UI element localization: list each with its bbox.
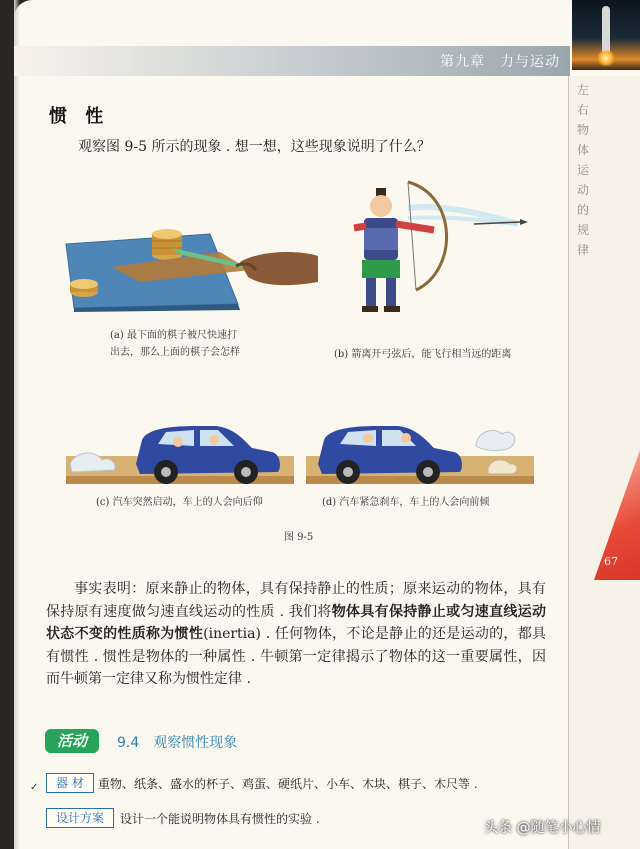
flame-icon xyxy=(598,50,614,66)
activity-number: 9.4 xyxy=(117,735,140,751)
figure-b-caption: (b) 箭离开弓弦后，能飞行相当远的距离 xyxy=(334,349,512,360)
watermark: 头条 @随笔小心情 xyxy=(484,820,601,836)
side-char: 规 xyxy=(576,223,589,237)
body-text-part: 事实表明：原来静止的物体，具有保持静止的性质；原来运动的物体，具有保持原有速度做匀速直线运动的性质 . 我们将 xyxy=(46,581,546,620)
section-title: 惯 性 xyxy=(49,106,110,127)
design-tag: 设计方案 xyxy=(46,808,114,828)
side-char: 动 xyxy=(576,183,589,197)
body-text-part: (inertia) . 任何物体，不论是静止的还是运动的，都具有惯性 . 惯性是物体的一种属性 . 牛顿第一定律揭示了物体的这一重要属性，因而牛顿第一定律又称为惯性定律 . xyxy=(46,626,546,687)
rocket-launch-photo xyxy=(572,0,640,70)
figure-a-illustration xyxy=(60,222,330,312)
side-char: 运 xyxy=(576,163,589,177)
figure-label: 图 9-5 xyxy=(284,532,314,543)
figure-d-caption: (d) 汽车紧急刹车，车上的人会向前倾 xyxy=(322,497,490,508)
side-column-text xyxy=(574,80,592,260)
side-char: 体 xyxy=(576,143,589,157)
side-char: 物 xyxy=(576,123,589,137)
materials-tag: 器 材 xyxy=(46,773,94,793)
design-text: 设计一个能说明物体具有惯性的实验 . xyxy=(120,812,320,826)
side-char: 律 xyxy=(576,243,589,257)
side-char: 右 xyxy=(576,103,589,117)
check-mark: ✓ xyxy=(30,782,39,793)
section-intro: 观察图 9-5 所示的现象 . 想一想，这些现象说明了什么？ xyxy=(78,139,431,155)
inertia-definition: 物体具有保持静止或匀速直线运动状态不变的性质称为惯性 xyxy=(46,603,546,642)
activity-badge: 活动 xyxy=(45,729,99,753)
activity-title xyxy=(117,732,237,752)
figure-b-illustration xyxy=(348,178,528,330)
materials-text: 重物、纸条、盛水的杯子、鸡蛋、硬纸片、小车、木块、棋子、木尺等 . xyxy=(98,777,478,791)
figure-c-illustration xyxy=(66,418,294,486)
side-char: 左 xyxy=(576,83,589,97)
figure-d-illustration xyxy=(306,418,534,486)
figure-c-caption: (c) 汽车突然启动，车上的人会向后仰 xyxy=(96,497,263,508)
chapter-title: 第九章 力与运动 xyxy=(440,54,560,70)
page-number: 67 xyxy=(604,555,618,568)
activity-title-text: 观察惯性现象 xyxy=(153,735,238,751)
page-edge-shade xyxy=(14,0,20,849)
side-char: 的 xyxy=(576,203,589,217)
rocket-icon xyxy=(602,6,610,52)
figure-a-caption-line: (a) 最下面的棋子被尺快速打 xyxy=(110,330,237,341)
figure-a-caption-line: 出去，那么上面的棋子会怎样 xyxy=(110,347,240,358)
body-paragraph xyxy=(46,578,546,691)
figure-a-caption xyxy=(110,327,240,361)
